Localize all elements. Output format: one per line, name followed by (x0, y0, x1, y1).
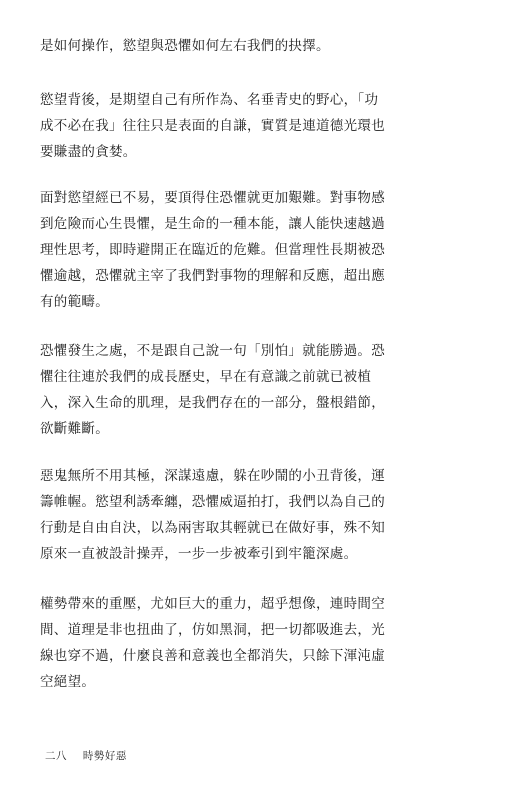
text-line: 惡鬼無所不用其極，深謀遠慮，躲在吵鬧的小丑背後，運 (40, 468, 385, 484)
text-line: 間、道理是非也扭曲了，仿如黑洞，把一切都吸進去，光 (40, 622, 385, 638)
text-line: 入，深入生命的肌理，是我們存在的一部分，盤根錯節， (40, 395, 385, 411)
text-line: 恐懼發生之處，不是跟自己說一句「別怕」就能勝過。恐 (40, 343, 385, 359)
paragraph-4 (40, 338, 390, 442)
text-line: 慾望背後，是期望自己有所作為、名垂青史的野心，「功 (40, 92, 379, 108)
text-line: 空絕望。 (40, 674, 96, 690)
paragraph-5 (40, 463, 390, 567)
text-line: 籌帷幄。慾望利誘牽纏，恐懼威逼拍打，我們以為自己的 (40, 494, 385, 510)
text-line: 懼逾越，恐懼就主宰了我們對事物的理解和反應，超出應 (40, 268, 385, 284)
text-line: 是如何操作，慾望與恐懼如何左右我們的抉擇。 (40, 38, 330, 54)
text-line: 理性思考，即時避開正在臨近的危難。但當理性長期被恐 (40, 242, 385, 258)
text-line: 到危險而心生畏懼，是生命的一種本能，讓人能快速越過 (40, 216, 385, 232)
text-line: 要賺盡的貪婪。 (40, 144, 137, 160)
paragraph-6 (40, 591, 390, 695)
page-number: 二八 (45, 750, 67, 762)
text-line: 欲斷難斷。 (40, 421, 109, 437)
text-line: 懼往往連於我們的成長歷史，早在有意識之前就已被植 (40, 369, 372, 385)
paragraph-1 (40, 33, 390, 59)
book-title: 時勢好惡 (82, 750, 127, 762)
text-line: 行動是自由自決，以為兩害取其輕就已在做好事，殊不知 (40, 520, 385, 536)
text-line: 成不必在我」往往只是表面的自謙，實質是連道德光環也 (40, 118, 385, 134)
text-line: 權勢帶來的重壓，尤如巨大的重力，超乎想像，連時間空 (40, 596, 385, 612)
text-line: 有的範疇。 (40, 294, 109, 310)
text-line: 面對慾望經已不易，要頂得住恐懼就更加艱難。對事物感 (40, 190, 385, 206)
paragraph-3 (40, 185, 390, 315)
text-line: 原來一直被設計操弄，一步一步被牽引到牢籠深處。 (40, 546, 358, 562)
page-footer (45, 748, 127, 763)
paragraph-2 (40, 87, 390, 165)
text-line: 線也穿不過，什麼良善和意義也全都消失，只餘下渾沌虛 (40, 648, 385, 664)
